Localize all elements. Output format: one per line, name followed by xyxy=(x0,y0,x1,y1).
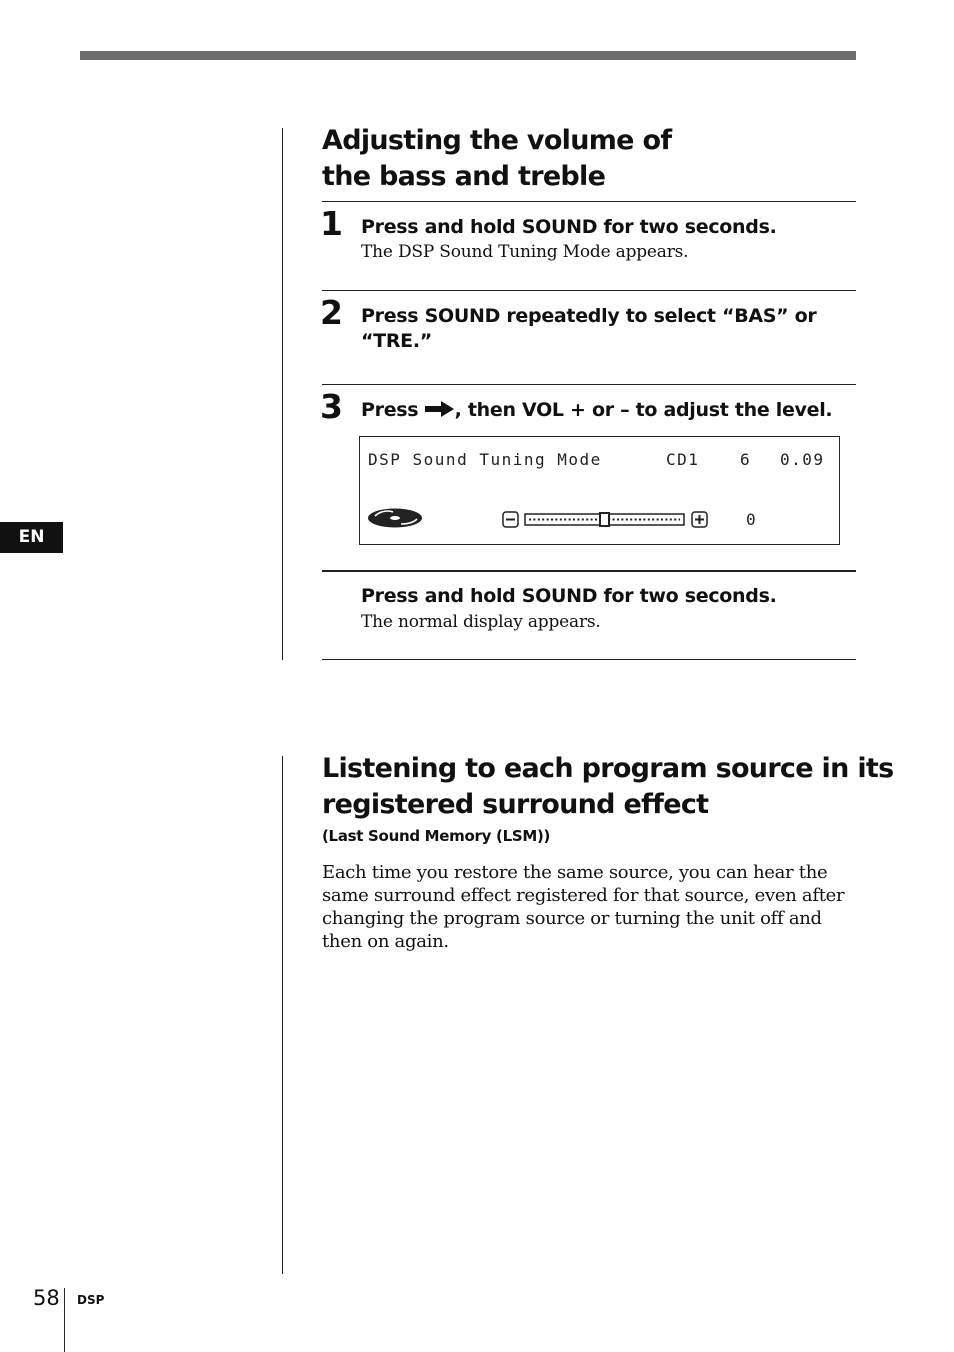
step3-heading xyxy=(361,398,856,423)
divider xyxy=(322,384,856,385)
step1-number: 1 xyxy=(320,204,343,243)
top-rule xyxy=(80,51,856,60)
section1-title-line2: the bass and treble xyxy=(322,161,606,192)
divider xyxy=(322,659,856,660)
step3-heading-end: , then VOL + or – to adjust the level. xyxy=(454,399,833,421)
footer-rule xyxy=(64,1288,65,1352)
step4-heading: Press and hold SOUND for two seconds. xyxy=(361,585,777,607)
section1-title-line1: Adjusting the volume of xyxy=(322,125,672,156)
minus-icon xyxy=(502,511,520,529)
page-number: 58 xyxy=(33,1286,60,1310)
lcd-mode-text: DSP Sound Tuning Mode xyxy=(368,450,602,469)
plus-icon xyxy=(691,511,709,529)
divider xyxy=(322,570,856,572)
section1-margin-line xyxy=(282,128,283,660)
lcd-display xyxy=(359,436,840,545)
section2-subtitle: (Last Sound Memory (LSM)) xyxy=(322,827,551,845)
lcd-time: 0.09 xyxy=(780,450,825,469)
section2-title-line2: registered surround effect xyxy=(322,789,709,820)
step3-number: 3 xyxy=(320,387,343,426)
section1-title xyxy=(322,123,671,195)
language-tab: EN xyxy=(0,522,63,553)
divider xyxy=(322,290,856,291)
section2-margin-line xyxy=(282,756,283,1274)
divider xyxy=(322,201,856,202)
step4-body: The normal display appears. xyxy=(361,612,601,632)
step1-heading: Press and hold SOUND for two seconds. xyxy=(361,216,777,238)
lcd-track: 6 xyxy=(740,450,752,469)
step3-heading-start: Press xyxy=(361,399,425,421)
level-thumb xyxy=(600,513,609,526)
step1-body: The DSP Sound Tuning Mode appears. xyxy=(361,242,689,262)
section-label: DSP xyxy=(77,1293,105,1307)
lcd-source: CD1 xyxy=(666,450,700,469)
step2-number: 2 xyxy=(320,293,343,332)
level-bar xyxy=(523,510,689,530)
step2-heading: Press SOUND repeatedly to select “BAS” or “TRE.” xyxy=(361,305,817,352)
lcd-level: 0 xyxy=(746,510,758,529)
section2-title-line1: Listening to each program source in its xyxy=(322,753,894,784)
right-arrow-icon xyxy=(425,401,455,417)
section2-body: Each time you restore the same source, you can hear the same surround effect registered for that source, even after changing the program source or turning the unit off and then on again. xyxy=(322,862,845,952)
section2-title xyxy=(322,751,893,823)
disc-icon xyxy=(366,507,424,529)
